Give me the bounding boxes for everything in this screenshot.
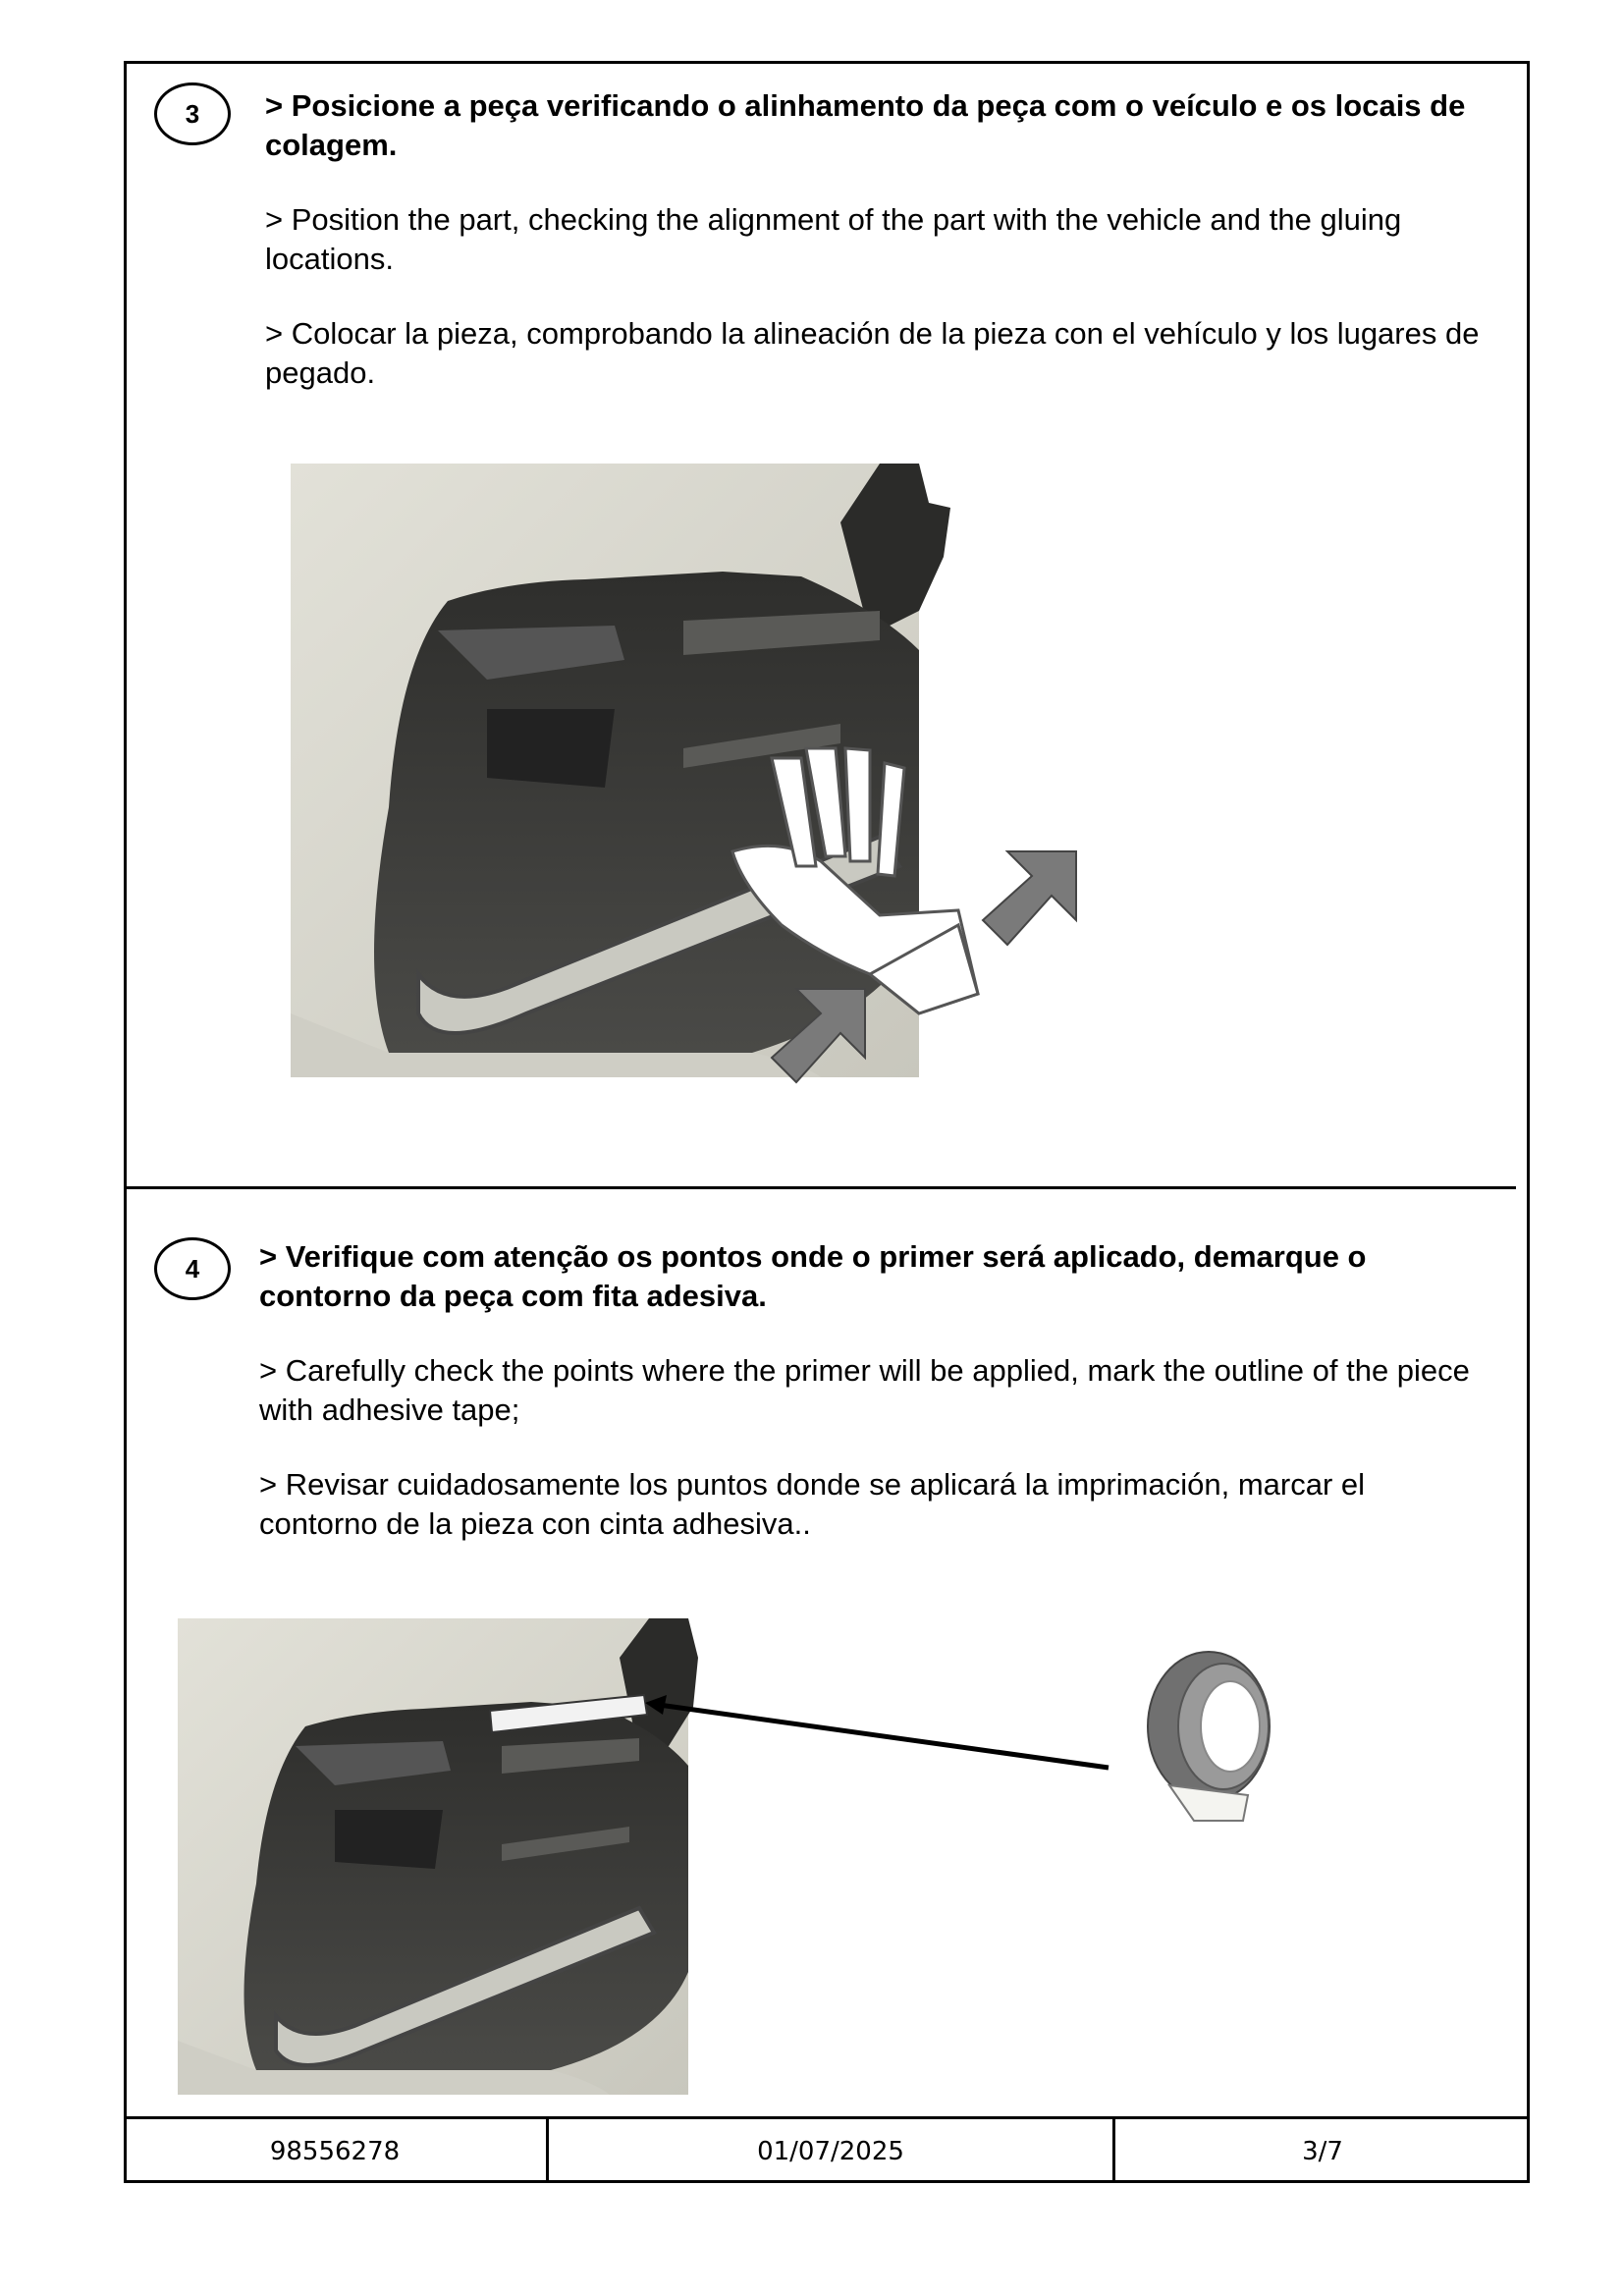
step-4-pt: > Verifique com atenção os pontos onde o primer será aplicado, demarque o contorno da peça com fita adesiva. [259, 1239, 1367, 1313]
footer-page-number: 3/7 [1112, 2119, 1530, 2183]
step-4-en: > Carefully check the points where the primer will be applied, mark the outline of the piece with adhesive tape; [259, 1353, 1470, 1427]
step-4-text [259, 1237, 1477, 1579]
adhesive-tape-roll-icon [1148, 1652, 1270, 1821]
document-footer [124, 2116, 1530, 2183]
step-3-es: > Colocar la pieza, comprobando la alineación de la pieza con el vehículo y los lugares de pegado. [265, 316, 1480, 390]
step-4-number: 4 [154, 1237, 231, 1300]
footer-part-number: 98556278 [269, 2136, 401, 2166]
step-3-en: > Position the part, checking the alignment of the part with the vehicle and the gluing locations. [265, 202, 1402, 276]
pointer-arrow-icon [645, 1695, 1109, 1768]
step-3-pt: > Posicione a peça verificando o alinhamento da peça com o veículo e os locais de colagem. [265, 88, 1466, 162]
step-3-illustration [291, 464, 1135, 1121]
step-3-number: 3 [154, 82, 231, 145]
step-4-es: > Revisar cuidadosamente los puntos donde se aplicará la imprimación, marcar el contorno de la pieza con cinta adhesiva.. [259, 1467, 1366, 1541]
car-bumper-photo [178, 1618, 698, 2095]
step-3-text [265, 86, 1483, 428]
section-divider [124, 1186, 1516, 1189]
step-4-illustration [178, 1618, 1297, 2100]
footer-date: 01/07/2025 [546, 2119, 1112, 2183]
